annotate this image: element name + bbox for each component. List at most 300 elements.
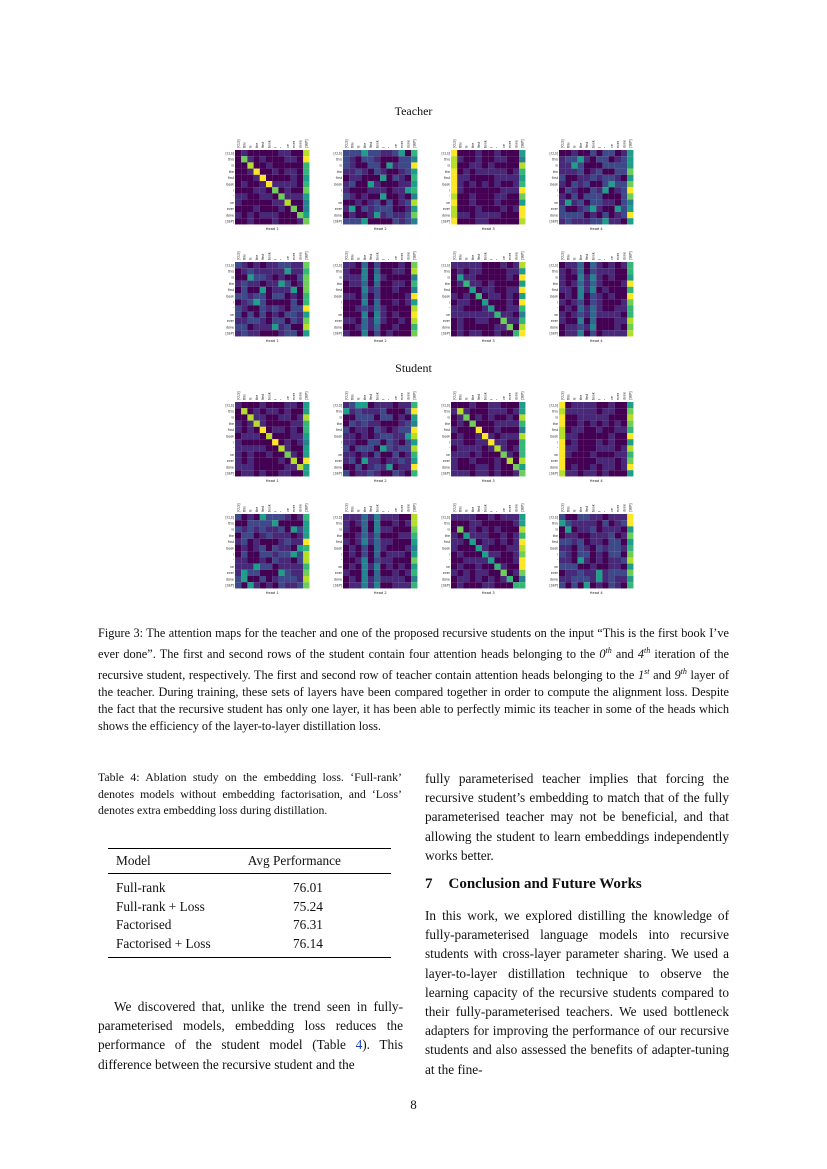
attention-cell bbox=[565, 427, 571, 433]
x-token-label: the bbox=[470, 394, 475, 400]
attention-cell bbox=[590, 445, 596, 451]
y-token-label: ve bbox=[338, 452, 342, 457]
attention-cell bbox=[602, 539, 608, 545]
attention-cell bbox=[241, 421, 247, 427]
attention-cell bbox=[260, 421, 266, 427]
attention-cell bbox=[235, 539, 241, 545]
attention-cell bbox=[405, 150, 411, 156]
attention-cell bbox=[476, 526, 482, 532]
attention-cell bbox=[609, 175, 615, 181]
attention-cell bbox=[368, 206, 374, 212]
attention-cell bbox=[571, 408, 577, 414]
attention-cell bbox=[405, 402, 411, 408]
x-token-label: done bbox=[406, 504, 411, 512]
attention-cell bbox=[411, 539, 417, 545]
attention-cell bbox=[272, 193, 278, 199]
attention-cell bbox=[374, 539, 380, 545]
attention-cell bbox=[596, 439, 602, 445]
attention-cell bbox=[291, 156, 297, 162]
attention-cell bbox=[343, 539, 349, 545]
attention-cell bbox=[463, 570, 469, 576]
attention-heatmap bbox=[219, 386, 315, 484]
attention-cell bbox=[578, 206, 584, 212]
table-header-avg: Avg Performance bbox=[247, 853, 341, 868]
x-token-label: first bbox=[261, 253, 266, 260]
attention-cell bbox=[494, 162, 500, 168]
attention-cell bbox=[578, 414, 584, 420]
attention-cell bbox=[355, 193, 361, 199]
attention-cell bbox=[621, 287, 627, 293]
attention-cell bbox=[362, 175, 368, 181]
y-token-label: ever bbox=[334, 571, 342, 576]
attention-cell bbox=[405, 414, 411, 420]
attention-cell bbox=[463, 193, 469, 199]
attention-cell bbox=[488, 212, 494, 218]
attention-cell bbox=[393, 551, 399, 557]
attention-cell bbox=[501, 452, 507, 458]
attention-cell bbox=[565, 193, 571, 199]
table-row bbox=[108, 935, 391, 954]
attention-cell bbox=[470, 570, 476, 576]
attention-cell bbox=[482, 576, 488, 582]
attention-cell bbox=[559, 212, 565, 218]
attention-cell bbox=[627, 324, 633, 330]
attention-cell bbox=[501, 464, 507, 470]
attention-cell bbox=[393, 421, 399, 427]
attention-cell bbox=[260, 218, 266, 224]
attention-cell bbox=[241, 545, 247, 551]
y-token-label: the bbox=[336, 533, 342, 538]
attention-cell bbox=[578, 439, 584, 445]
attention-cell bbox=[343, 402, 349, 408]
attention-cell bbox=[470, 287, 476, 293]
attention-cell bbox=[615, 169, 621, 175]
attention-cell bbox=[609, 470, 615, 476]
attention-cell bbox=[571, 427, 577, 433]
attention-cell bbox=[291, 193, 297, 199]
attention-cell bbox=[297, 274, 303, 280]
attention-cell bbox=[590, 458, 596, 464]
attention-cell bbox=[519, 564, 525, 570]
attention-cell bbox=[241, 268, 247, 274]
x-token-label: ever bbox=[616, 252, 621, 260]
attention-cell bbox=[451, 557, 457, 563]
attention-cell bbox=[362, 312, 368, 318]
attention-cell bbox=[482, 200, 488, 206]
attention-cell bbox=[609, 206, 615, 212]
attention-cell bbox=[494, 427, 500, 433]
attention-cell bbox=[571, 293, 577, 299]
attention-cell bbox=[519, 402, 525, 408]
attention-cell bbox=[565, 545, 571, 551]
attention-cell bbox=[609, 557, 615, 563]
attention-cell bbox=[463, 318, 469, 324]
table-4-link[interactable]: 4 bbox=[355, 1037, 363, 1053]
attention-cell bbox=[399, 156, 405, 162]
attention-cell bbox=[609, 452, 615, 458]
attention-cell bbox=[584, 458, 590, 464]
attention-cell bbox=[368, 218, 374, 224]
attention-cell bbox=[393, 402, 399, 408]
attention-cell bbox=[285, 564, 291, 570]
attention-cell bbox=[362, 539, 368, 545]
attention-cell bbox=[621, 551, 627, 557]
x-token-label: the bbox=[578, 506, 583, 512]
attention-cell bbox=[362, 305, 368, 311]
attention-cell bbox=[513, 520, 519, 526]
attention-cell bbox=[507, 439, 513, 445]
x-token-label: ve bbox=[609, 508, 614, 512]
attention-cell bbox=[501, 520, 507, 526]
attention-cell bbox=[476, 218, 482, 224]
attention-cell bbox=[451, 408, 457, 414]
attention-cell bbox=[488, 305, 494, 311]
attention-cell bbox=[349, 557, 355, 563]
attention-cell bbox=[399, 162, 405, 168]
attention-cell bbox=[513, 281, 519, 287]
attention-cell bbox=[615, 212, 621, 218]
attention-cell bbox=[615, 324, 621, 330]
attention-cell bbox=[272, 564, 278, 570]
attention-cell bbox=[405, 514, 411, 520]
attention-cell bbox=[260, 464, 266, 470]
attention-cell bbox=[368, 582, 374, 588]
attention-cell bbox=[494, 433, 500, 439]
y-token-label: ' bbox=[233, 306, 234, 311]
attention-cell bbox=[355, 433, 361, 439]
attention-cell bbox=[411, 414, 417, 420]
attention-cell bbox=[494, 414, 500, 420]
attention-cell bbox=[285, 520, 291, 526]
x-token-label: the bbox=[470, 142, 475, 148]
attention-cell bbox=[272, 305, 278, 311]
y-token-label: [CLS] bbox=[549, 403, 558, 408]
attention-cell bbox=[278, 293, 284, 299]
x-token-label: [CLS] bbox=[560, 251, 565, 260]
attention-cell bbox=[476, 193, 482, 199]
x-token-label: is bbox=[248, 509, 253, 512]
attention-cell bbox=[571, 281, 577, 287]
attention-cell bbox=[343, 570, 349, 576]
y-token-label: ever bbox=[226, 319, 234, 324]
attention-cell bbox=[470, 293, 476, 299]
attention-cell bbox=[609, 162, 615, 168]
attention-cell bbox=[393, 262, 399, 268]
attention-cell bbox=[476, 576, 482, 582]
attention-cell bbox=[291, 212, 297, 218]
attention-cell bbox=[457, 445, 463, 451]
attention-cell bbox=[349, 268, 355, 274]
attention-cell bbox=[507, 570, 513, 576]
attention-cell bbox=[501, 150, 507, 156]
attention-cell bbox=[615, 520, 621, 526]
attention-cell bbox=[602, 402, 608, 408]
attention-cell bbox=[374, 212, 380, 218]
attention-cell bbox=[405, 439, 411, 445]
attention-cell bbox=[627, 156, 633, 162]
y-token-label: this bbox=[336, 157, 342, 162]
attention-cell bbox=[285, 175, 291, 181]
attention-cell bbox=[393, 470, 399, 476]
x-token-label: done bbox=[622, 252, 627, 260]
attention-cell bbox=[247, 414, 253, 420]
attention-cell bbox=[297, 458, 303, 464]
attention-cell bbox=[559, 464, 565, 470]
attention-cell bbox=[399, 539, 405, 545]
attention-cell bbox=[559, 268, 565, 274]
y-token-label: [SEP] bbox=[549, 583, 558, 588]
attention-cell bbox=[627, 464, 633, 470]
attention-cell bbox=[272, 464, 278, 470]
attention-cell bbox=[393, 576, 399, 582]
attention-cell bbox=[235, 150, 241, 156]
x-token-label: i bbox=[273, 399, 278, 400]
attention-cell bbox=[260, 181, 266, 187]
attention-cell bbox=[463, 414, 469, 420]
attention-cell bbox=[393, 268, 399, 274]
attention-cell bbox=[266, 299, 272, 305]
attention-cell bbox=[501, 162, 507, 168]
attention-cell bbox=[559, 162, 565, 168]
attention-cell bbox=[278, 564, 284, 570]
attention-cell bbox=[494, 533, 500, 539]
y-token-label: ve bbox=[554, 200, 558, 205]
attention-cell bbox=[291, 287, 297, 293]
attention-cell bbox=[374, 293, 380, 299]
attention-cell bbox=[235, 439, 241, 445]
attention-cell bbox=[590, 324, 596, 330]
attention-cell bbox=[399, 187, 405, 193]
attention-cell bbox=[463, 287, 469, 293]
attention-cell bbox=[285, 582, 291, 588]
attention-cell bbox=[411, 582, 417, 588]
attention-cell bbox=[374, 545, 380, 551]
attention-cell bbox=[470, 533, 476, 539]
attention-cell bbox=[482, 533, 488, 539]
attention-cell bbox=[297, 433, 303, 439]
x-token-label: [SEP] bbox=[628, 139, 633, 148]
y-token-label: the bbox=[228, 281, 234, 286]
attention-cell bbox=[278, 551, 284, 557]
attention-cell bbox=[488, 557, 494, 563]
attention-cell bbox=[501, 402, 507, 408]
attention-cell bbox=[488, 408, 494, 414]
attention-cell bbox=[621, 324, 627, 330]
attention-cell bbox=[457, 287, 463, 293]
attention-cell bbox=[602, 175, 608, 181]
attention-cell bbox=[501, 181, 507, 187]
attention-cell bbox=[482, 305, 488, 311]
attention-cell bbox=[399, 433, 405, 439]
attention-cell bbox=[488, 169, 494, 175]
attention-cell bbox=[374, 268, 380, 274]
attention-cell bbox=[457, 150, 463, 156]
attention-cell bbox=[627, 427, 633, 433]
attention-cell bbox=[451, 445, 457, 451]
x-token-label: book bbox=[267, 504, 272, 512]
x-token-label: first bbox=[261, 141, 266, 148]
attention-cell bbox=[247, 193, 253, 199]
y-token-label: this bbox=[552, 521, 558, 526]
attention-cell bbox=[482, 470, 488, 476]
attention-cell bbox=[405, 564, 411, 570]
attention-cell bbox=[457, 293, 463, 299]
attention-cell bbox=[482, 312, 488, 318]
x-token-label: [SEP] bbox=[304, 139, 309, 148]
attention-cell bbox=[260, 268, 266, 274]
attention-cell bbox=[590, 576, 596, 582]
attention-cell bbox=[621, 433, 627, 439]
attention-cell bbox=[578, 281, 584, 287]
attention-cell bbox=[291, 318, 297, 324]
attention-cell bbox=[260, 293, 266, 299]
attention-cell bbox=[247, 169, 253, 175]
attention-cell bbox=[272, 206, 278, 212]
attention-cell bbox=[571, 576, 577, 582]
attention-cell bbox=[235, 181, 241, 187]
attention-cell bbox=[519, 156, 525, 162]
attention-cell bbox=[488, 150, 494, 156]
attention-cell bbox=[254, 293, 260, 299]
x-token-label: ' bbox=[495, 511, 500, 512]
y-token-label: [SEP] bbox=[441, 583, 450, 588]
attention-cell bbox=[399, 458, 405, 464]
attention-cell bbox=[627, 312, 633, 318]
attention-cell bbox=[278, 175, 284, 181]
attention-cell bbox=[393, 169, 399, 175]
attention-cell bbox=[488, 324, 494, 330]
attention-cell bbox=[519, 150, 525, 156]
x-token-label: done bbox=[298, 252, 303, 260]
attention-cell bbox=[399, 193, 405, 199]
attention-cell bbox=[297, 452, 303, 458]
attention-cell bbox=[457, 427, 463, 433]
y-token-label: [SEP] bbox=[549, 219, 558, 224]
attention-cell bbox=[235, 318, 241, 324]
attention-cell bbox=[260, 514, 266, 520]
y-token-label: ve bbox=[230, 452, 234, 457]
x-token-label: [SEP] bbox=[412, 503, 417, 512]
attention-cell bbox=[584, 206, 590, 212]
attention-cell bbox=[565, 187, 571, 193]
attention-cell bbox=[266, 312, 272, 318]
attention-cell bbox=[303, 193, 309, 199]
attention-cell bbox=[584, 551, 590, 557]
attention-cell bbox=[590, 564, 596, 570]
attention-cell bbox=[272, 576, 278, 582]
attention-cell bbox=[343, 464, 349, 470]
attention-cell bbox=[247, 200, 253, 206]
attention-cell bbox=[519, 514, 525, 520]
x-token-label: is bbox=[356, 397, 361, 400]
attention-cell bbox=[362, 330, 368, 336]
attention-cell bbox=[374, 318, 380, 324]
x-token-label: ever bbox=[292, 140, 297, 148]
attention-cell bbox=[241, 299, 247, 305]
attention-cell bbox=[303, 421, 309, 427]
head-label: Head 1 bbox=[265, 338, 279, 343]
y-token-label: ' bbox=[449, 558, 450, 563]
attention-cell bbox=[494, 324, 500, 330]
attention-cell bbox=[343, 330, 349, 336]
attention-cell bbox=[470, 433, 476, 439]
x-token-label: first bbox=[585, 141, 590, 148]
attention-cell bbox=[393, 175, 399, 181]
y-token-label: ve bbox=[554, 312, 558, 317]
table-header-row bbox=[108, 853, 391, 869]
attention-cell bbox=[254, 570, 260, 576]
attention-cell bbox=[266, 414, 272, 420]
attention-cell bbox=[278, 262, 284, 268]
attention-cell bbox=[476, 520, 482, 526]
attention-cell bbox=[393, 539, 399, 545]
x-token-label: is bbox=[572, 145, 577, 148]
y-token-label: i bbox=[557, 188, 558, 193]
attention-cell bbox=[405, 582, 411, 588]
attention-cell bbox=[355, 570, 361, 576]
attention-cell bbox=[621, 557, 627, 563]
x-token-label: the bbox=[578, 254, 583, 260]
attention-cell bbox=[349, 452, 355, 458]
attention-cell bbox=[393, 206, 399, 212]
attention-cell bbox=[368, 293, 374, 299]
y-token-label: [SEP] bbox=[333, 583, 342, 588]
attention-cell bbox=[571, 187, 577, 193]
attention-cell bbox=[621, 514, 627, 520]
x-token-label: [SEP] bbox=[304, 251, 309, 260]
attention-cell bbox=[590, 268, 596, 274]
attention-cell bbox=[519, 193, 525, 199]
attention-cell bbox=[374, 414, 380, 420]
student-title: Student bbox=[395, 361, 432, 375]
attention-cell bbox=[355, 268, 361, 274]
y-token-label: ever bbox=[334, 207, 342, 212]
attention-cell bbox=[584, 218, 590, 224]
attention-cell bbox=[393, 452, 399, 458]
attention-cell bbox=[386, 520, 392, 526]
attention-cell bbox=[602, 187, 608, 193]
attention-cell bbox=[254, 458, 260, 464]
attention-cell bbox=[494, 268, 500, 274]
y-token-label: i bbox=[233, 440, 234, 445]
attention-cell bbox=[235, 576, 241, 582]
attention-cell bbox=[355, 414, 361, 420]
attention-cell bbox=[291, 150, 297, 156]
attention-cell bbox=[519, 262, 525, 268]
attention-cell bbox=[578, 464, 584, 470]
x-token-label: is bbox=[464, 145, 469, 148]
attention-cell bbox=[621, 175, 627, 181]
attention-cell bbox=[494, 287, 500, 293]
attention-cell bbox=[451, 169, 457, 175]
attention-cell bbox=[565, 212, 571, 218]
y-token-label: book bbox=[442, 294, 450, 299]
attention-cell bbox=[260, 533, 266, 539]
x-token-label: ve bbox=[501, 396, 506, 400]
attention-cell bbox=[507, 187, 513, 193]
attention-cell bbox=[590, 330, 596, 336]
attention-cell bbox=[368, 262, 374, 268]
attention-cell bbox=[519, 287, 525, 293]
attention-cell bbox=[513, 408, 519, 414]
attention-cell bbox=[494, 156, 500, 162]
attention-cell bbox=[278, 452, 284, 458]
head-label: Head 1 bbox=[265, 226, 279, 231]
x-token-label: ever bbox=[508, 392, 513, 400]
attention-cell bbox=[355, 526, 361, 532]
attention-cell bbox=[247, 433, 253, 439]
attention-cell bbox=[291, 330, 297, 336]
